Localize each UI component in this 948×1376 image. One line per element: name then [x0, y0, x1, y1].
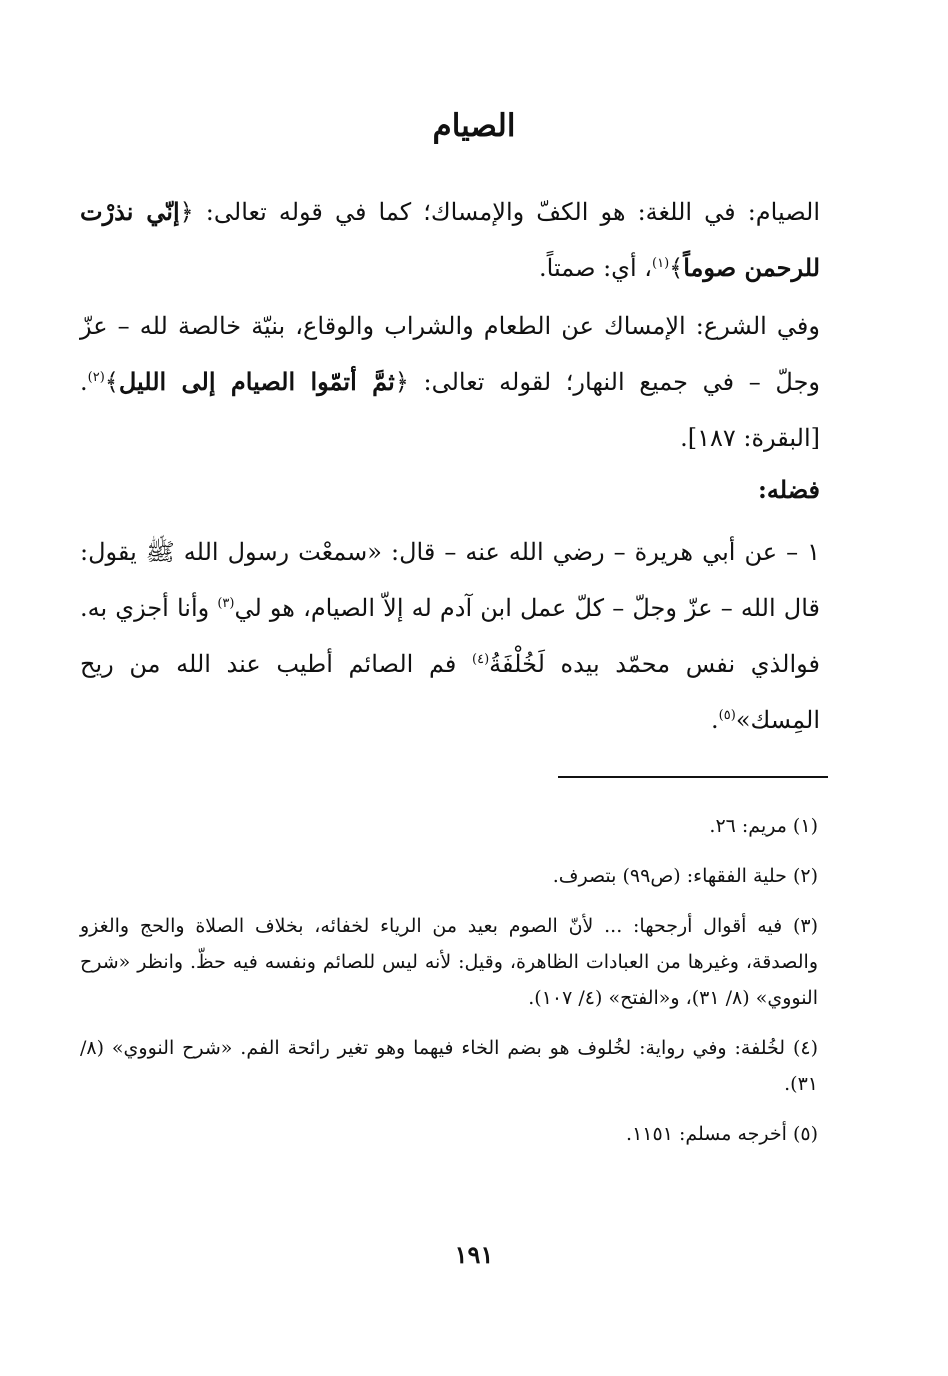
paragraph-text: . — [711, 706, 719, 734]
footnote-ref: (٢) — [87, 370, 105, 385]
definition-language-paragraph — [80, 184, 820, 296]
paragraph-text: وفي الشرع: الإمساك عن الطعام والشراب والوقاع، بنيّة خالصة لله – عزّ وجلّ – في جميع النهار؛ لقوله تعالى: ﴿ — [80, 312, 821, 396]
paragraph-text: ﴾ — [104, 368, 119, 396]
paragraph-text: الصيام: في اللغة: هو الكفّ والإمساك؛ كما في قوله تعالى: ﴿ — [179, 198, 821, 226]
quran-quote: ثمَّ أتمّوا الصيام إلى الليل — [118, 367, 395, 396]
chapter-title: الصيام — [432, 108, 516, 144]
paragraph-text: . [البقرة: ١٨٧]. — [80, 368, 820, 452]
footnote-ref: (٥) — [718, 708, 736, 723]
footnote: (٥) أخرجه مسلم: ١١٥١. — [626, 1123, 818, 1145]
footnote: (١) مريم: ٢٦. — [709, 815, 818, 837]
paragraph-text: ﴾ — [669, 254, 684, 282]
quran-quote: إنّي نذرْت للرحمن صوماً — [80, 197, 820, 282]
footnote: (٤) لخُلفة: وفي رواية: لخُلوف هو بضم الخاء فيهما وهو تغير رائحة الفم. «شرح النووي» (٨/ ٣١). — [80, 1037, 818, 1095]
footnotes — [80, 808, 818, 1166]
paragraph-text: ، أي: صمتاً. — [539, 254, 653, 282]
footnote-ref: (٤) — [472, 652, 490, 667]
paragraph-text: ١ – عن أبي هريرة – رضي الله عنه – قال: «سمعْت رسول الله ﷺ يقول: قال الله – عزّ وجلّ – كلّ عمل ابن آدم له إلاّ الصيام، هو لي — [80, 538, 821, 622]
page-number: ١٩١ — [454, 1240, 494, 1269]
definition-sharia-paragraph — [80, 298, 820, 466]
footnote: (٣) فيه أقوال أرجحها: ... لأنّ الصوم بعيد من الرياء لخفائه، بخلاف الصلاة والحج والغزو والصدقة، وغيرها من العبادات الظاهرة، وقيل: لأنه ليس للصائم ونفسه فيه حظّ. وانظر «شرح النووي» (٨/ ٣١)، و«الفتح» (٤/ ١٠٧). — [80, 915, 818, 1009]
section-heading: فضله: — [758, 475, 820, 504]
footnote: (٢) حلية الفقهاء: (ص٩٩) بتصرف. — [552, 865, 818, 887]
paragraph-text: وأنا أجزي به. فوالذي نفس محمّد بيده لَخُلْفَةُ — [80, 594, 820, 678]
footnote-ref: (٣) — [217, 596, 235, 611]
paragraph-text: فم الصائم أطيب عند الله من ريح المِسك» — [80, 650, 820, 734]
hadith-paragraph — [80, 524, 820, 748]
footnote-ref: (١) — [652, 256, 670, 271]
footnote-separator — [558, 776, 828, 778]
